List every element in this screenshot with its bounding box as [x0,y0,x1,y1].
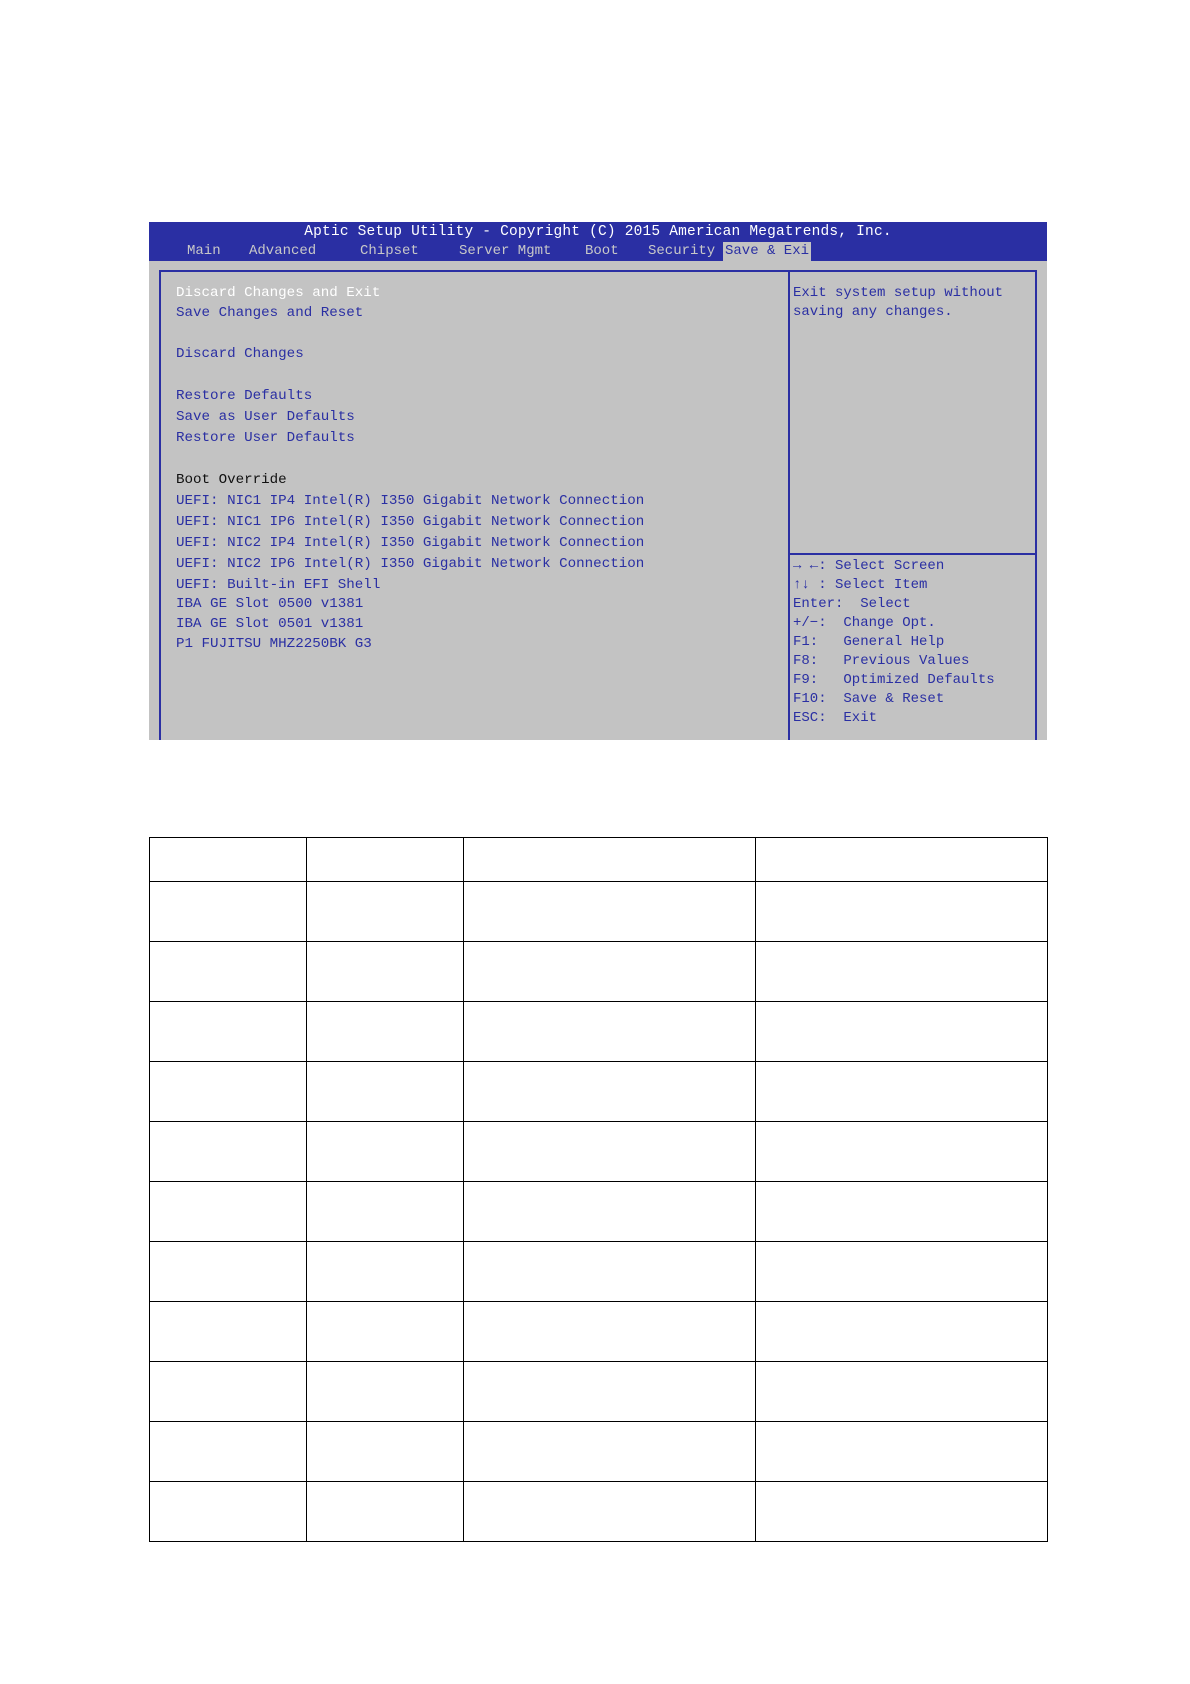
bios-header-bar [149,222,1047,261]
table-row [150,1002,1048,1062]
table-cell [150,1122,307,1182]
boot-device-item[interactable]: UEFI: NIC2 IP6 Intel(R) I350 Gigabit Network Connection [176,556,645,572]
help-text-line: saving any changes. [793,304,953,320]
table-cell [464,942,756,1002]
table-cell [150,942,307,1002]
tab-security[interactable]: Security [648,243,716,259]
table-cell [464,1362,756,1422]
table-row [150,1242,1048,1302]
table-cell [150,838,307,882]
tab-main[interactable]: Main [187,243,221,259]
key-legend-line: +/−: Change Opt. [793,615,936,631]
key-legend-line: F8: Previous Values [793,653,970,669]
key-legend-line: ESC: Exit [793,710,878,726]
table-cell [150,1482,307,1542]
tab-boot[interactable]: Boot [585,243,619,259]
boot-device-item[interactable]: UEFI: NIC1 IP6 Intel(R) I350 Gigabit Network Connection [176,514,645,530]
table-cell [464,882,756,942]
key-legend-line: F9: Optimized Defaults [793,672,995,688]
table-row [150,1422,1048,1482]
table-cell [756,1362,1048,1422]
key-legend-line: → ←: Select Screen [793,558,945,574]
table-row [150,1482,1048,1542]
table-cell [307,1302,464,1362]
table-cell [464,1242,756,1302]
boot-device-item[interactable]: IBA GE Slot 0500 v1381 [176,596,364,612]
bios-title: Aptic Setup Utility - Copyright (C) 2015 American Megatrends, Inc. [304,224,892,240]
tab-chipset[interactable]: Chipset [360,243,419,259]
table-cell [307,1242,464,1302]
menu-restore-defaults[interactable]: Restore Defaults [176,388,313,404]
key-legend-line: F1: General Help [793,634,945,650]
key-legend-line: F10: Save & Reset [793,691,945,707]
table-cell [464,1482,756,1542]
table-row [150,882,1048,942]
table-cell [464,838,756,882]
table-cell [307,942,464,1002]
table-cell [150,1062,307,1122]
empty-table [149,837,1048,1542]
table-cell [150,1182,307,1242]
table-cell [756,942,1048,1002]
table-row [150,1062,1048,1122]
tab-advanced[interactable]: Advanced [249,243,317,259]
table-cell [307,1482,464,1542]
table-cell [756,1002,1048,1062]
table-cell [150,1302,307,1362]
table-cell [756,1182,1048,1242]
tab-server-mgmt[interactable]: Server Mgmt [459,243,552,259]
help-panel-divider [788,270,790,740]
help-text-line: Exit system setup without [793,285,1004,301]
table-cell [756,1422,1048,1482]
table-cell [756,1482,1048,1542]
table-cell [307,1122,464,1182]
table-row [150,942,1048,1002]
table-cell [464,1122,756,1182]
bios-screenshot [149,222,1047,740]
table-cell [756,1242,1048,1302]
key-legend-line: Enter: Select [793,596,911,612]
table-cell [150,1362,307,1422]
table-row [150,1182,1048,1242]
table-cell [307,1002,464,1062]
boot-device-item[interactable]: UEFI: Built-in EFI Shell [176,577,381,593]
table-cell [756,1302,1048,1362]
table-cell [464,1302,756,1362]
table-cell [150,1422,307,1482]
table-cell [307,1422,464,1482]
boot-device-item[interactable]: P1 FUJITSU MHZ2250BK G3 [176,636,372,652]
tab-save-exit[interactable]: Save & Exi [725,243,810,259]
table-cell [307,1062,464,1122]
table-cell [464,1062,756,1122]
table-cell [307,838,464,882]
table-cell [307,1362,464,1422]
menu-discard-changes-and-exit[interactable]: Discard Changes and Exit [176,285,381,301]
table-cell [150,1242,307,1302]
boot-device-item[interactable]: UEFI: NIC2 IP4 Intel(R) I350 Gigabit Network Connection [176,535,645,551]
table-row [150,1122,1048,1182]
menu-save-user-defaults[interactable]: Save as User Defaults [176,409,355,425]
menu-discard-changes[interactable]: Discard Changes [176,346,304,362]
table-row [150,1302,1048,1362]
table-cell [464,1002,756,1062]
table-cell [464,1422,756,1482]
menu-save-changes-and-reset[interactable]: Save Changes and Reset [176,305,364,321]
table-row [150,1362,1048,1422]
boot-device-item[interactable]: IBA GE Slot 0501 v1381 [176,616,364,632]
boot-override-heading: Boot Override [176,472,287,488]
menu-restore-user-defaults[interactable]: Restore User Defaults [176,430,355,446]
table-cell [756,882,1048,942]
table-header-row [150,838,1048,882]
table-cell [307,882,464,942]
table-cell [150,1002,307,1062]
key-legend-divider [788,553,1037,555]
table-cell [150,882,307,942]
table-cell [756,838,1048,882]
boot-device-item[interactable]: UEFI: NIC1 IP4 Intel(R) I350 Gigabit Network Connection [176,493,645,509]
table-cell [756,1122,1048,1182]
key-legend-line: ↑↓ : Select Item [793,577,928,593]
table-cell [307,1182,464,1242]
table-cell [756,1062,1048,1122]
table-cell [464,1182,756,1242]
